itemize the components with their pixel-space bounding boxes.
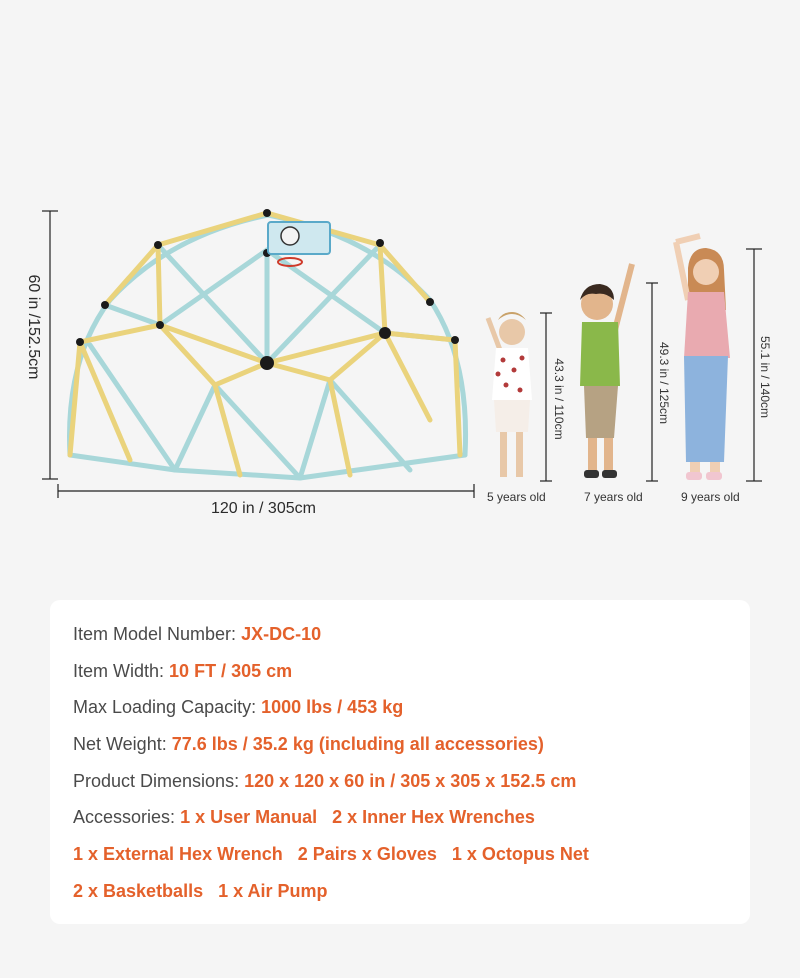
spec-dimensions-value: 120 x 120 x 60 in / 305 x 305 x 152.5 cm <box>244 771 577 791</box>
accessory-item: 2 x Basketballs <box>73 881 204 901</box>
kid-9-age-label: 9 years old <box>681 490 740 504</box>
spec-width-value: 10 FT / 305 cm <box>169 661 293 681</box>
accessory-item: 2 Pairs x Gloves <box>297 844 437 864</box>
kid-5-age-label: 5 years old <box>487 490 546 504</box>
accessory-item: 1 x External Hex Wrench <box>73 844 283 864</box>
kid-9-years <box>676 236 730 480</box>
height-dimension-line <box>42 211 58 479</box>
accessory-item: 1 x User Manual <box>180 807 318 827</box>
kid-7-age-label: 7 years old <box>584 490 643 504</box>
accessory-item: 2 x Inner Hex Wrenches <box>332 807 535 827</box>
spec-accessories-row-3 <box>73 881 327 902</box>
spec-model-label: Item Model Number: <box>73 624 237 644</box>
kid-5-years <box>488 312 532 477</box>
climbing-dome <box>70 209 466 478</box>
width-dimension-label: 120 in / 305cm <box>211 500 316 517</box>
spec-accessories-row <box>73 807 535 828</box>
spec-accessories-label: Accessories: <box>73 807 176 827</box>
kid-7-height-label: 49.3 in / 125cm <box>657 341 671 425</box>
accessory-item: 1 x Octopus Net <box>451 844 589 864</box>
spec-model-value: JX-DC-10 <box>241 624 322 644</box>
spec-width-row <box>73 661 292 682</box>
spec-weight-label: Net Weight: <box>73 734 167 754</box>
spec-weight-row <box>73 734 544 755</box>
spec-dimensions-label: Product Dimensions: <box>73 771 240 791</box>
spec-width-label: Item Width: <box>73 661 165 681</box>
accessory-item: 1 x Air Pump <box>218 881 328 901</box>
spec-capacity-value: 1000 lbs / 453 kg <box>261 697 404 717</box>
kid-5-height-label: 43.3 in / 110cm <box>552 358 566 440</box>
kid-9-height-label: 55.1 in / 140cm <box>758 335 772 419</box>
spec-capacity-label: Max Loading Capacity: <box>73 697 257 717</box>
spec-dimensions-row <box>73 771 576 792</box>
spec-capacity-row <box>73 697 403 718</box>
kid-height-lines <box>540 249 762 481</box>
kid-7-years <box>580 264 632 478</box>
width-dimension-line <box>58 484 474 498</box>
spec-weight-value: 77.6 lbs / 35.2 kg (including all accessories) <box>171 734 544 754</box>
spec-accessories-row-2 <box>73 844 589 865</box>
spec-card <box>50 600 750 924</box>
spec-model-row <box>73 624 321 645</box>
height-dimension-label: 60 in /152.5cm <box>25 274 42 380</box>
